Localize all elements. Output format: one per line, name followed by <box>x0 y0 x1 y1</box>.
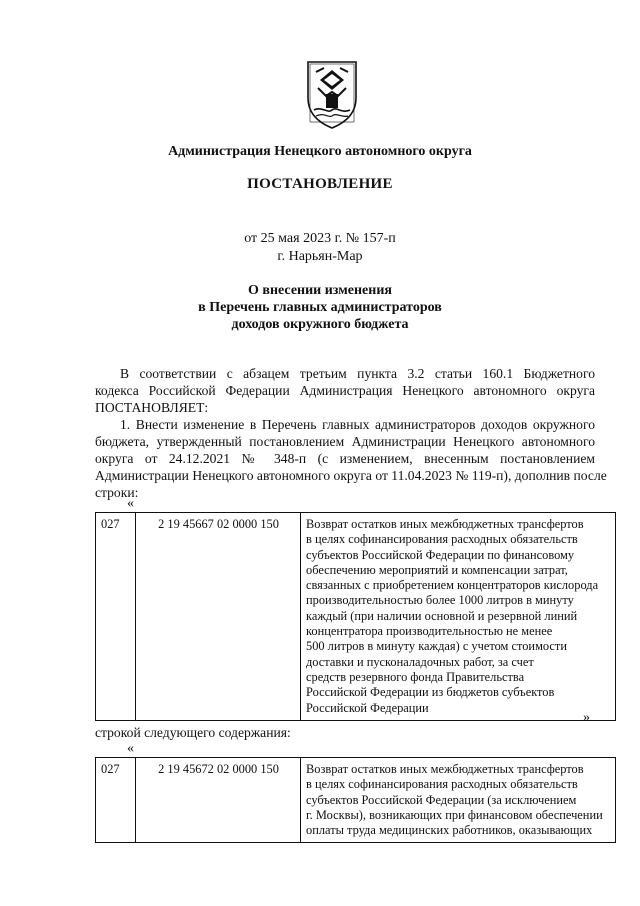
kbk-code-cell: 2 19 45672 02 0000 150 <box>136 758 301 843</box>
preamble-paragraph <box>95 365 595 416</box>
title-line: в Перечень главных администраторов <box>198 300 442 315</box>
opening-quote: « <box>127 496 134 511</box>
description-line: Возврат остатков иных межбюджетных трансфертов <box>306 517 584 531</box>
text-line: кодекса Российской Федерации Администрация Ненецкого автономного округа <box>95 383 595 398</box>
text-line: округа от 24.12.2021 № 348-п (с изменением, внесенным постановлением <box>95 451 595 466</box>
agency-code-cell: 027 <box>96 513 136 721</box>
description-line: средств резервного фонда Правительства <box>306 669 525 684</box>
document-date-number: от 25 мая 2023 г. № 157-п <box>244 231 396 246</box>
description-line: концентратора производительностью не менее <box>306 624 553 639</box>
text-line: В соответствии с абзацем третьим пункта 3.2 статьи 160.1 Бюджетного <box>120 366 595 381</box>
description-cell <box>301 758 616 843</box>
text-line: Администрации Ненецкого автономного округа от 11.04.2023 № 119-п), дополнив после <box>95 468 607 483</box>
description-cell <box>301 513 616 721</box>
kbk-code-cell: 2 19 45667 02 0000 150 <box>136 513 301 721</box>
description-line: Российской Федерации из бюджетов субъектов <box>306 685 555 700</box>
description-line: в целях софинансирования расходных обязательств <box>306 777 578 792</box>
item-1-paragraph <box>95 416 607 501</box>
text-line: ПОСТАНОВЛЯЕТ: <box>95 400 209 415</box>
budget-table-2 <box>95 757 616 843</box>
description-line: производительностью более 1000 литров в минуту <box>306 593 574 608</box>
description-line: субъектов Российской Федерации по финансовому <box>306 547 575 562</box>
description-line: г. Москвы), возникающих при финансовом обеспечении <box>306 807 603 822</box>
text-line: строки: <box>95 485 139 500</box>
organization-name: Администрация Ненецкого автономного округа <box>168 144 472 159</box>
budget-table-1 <box>95 512 616 721</box>
following-text <box>95 724 595 741</box>
description-line: каждый (при наличии основной и резервной линий <box>306 608 578 623</box>
agency-code-cell: 027 <box>96 758 136 843</box>
description-line: связанных с приобретением концентраторов кислорода <box>306 578 599 593</box>
opening-quote: « <box>127 741 134 756</box>
table-row <box>96 513 616 721</box>
description-line: в целях софинансирования расходных обязательств <box>306 532 578 547</box>
description-line: Российской Федерации <box>306 700 429 715</box>
text-line: 1. Внести изменение в Перечень главных администраторов доходов окружного <box>120 417 595 432</box>
title-line: доходов окружного бюджета <box>231 317 409 332</box>
description-line: обеспечению мероприятий и компенсации затрат, <box>306 562 568 577</box>
closing-quote: » <box>583 710 590 725</box>
coat-of-arms-icon <box>304 58 360 130</box>
description-line: доставки и пусконаладочных работ, за счет <box>306 654 534 669</box>
title-line: О внесении изменения <box>248 283 392 298</box>
table-row <box>96 758 616 843</box>
document-title <box>0 282 640 333</box>
document-type: ПОСТАНОВЛЕНИЕ <box>247 176 393 192</box>
description-line: Возврат остатков иных межбюджетных трансфертов <box>306 762 584 776</box>
document-city: г. Нарьян-Мар <box>277 249 363 264</box>
description-line: субъектов Российской Федерации (за исключением <box>306 792 577 807</box>
text-line: строкой следующего содержания: <box>95 725 291 740</box>
description-line: 500 литров в минуту каждая) с учетом стоимости <box>306 639 567 654</box>
text-line: бюджета, утвержденный постановлением Администрации Ненецкого автономного <box>95 434 595 449</box>
description-line: оплаты труда медицинских работников, оказывающих <box>306 823 593 838</box>
